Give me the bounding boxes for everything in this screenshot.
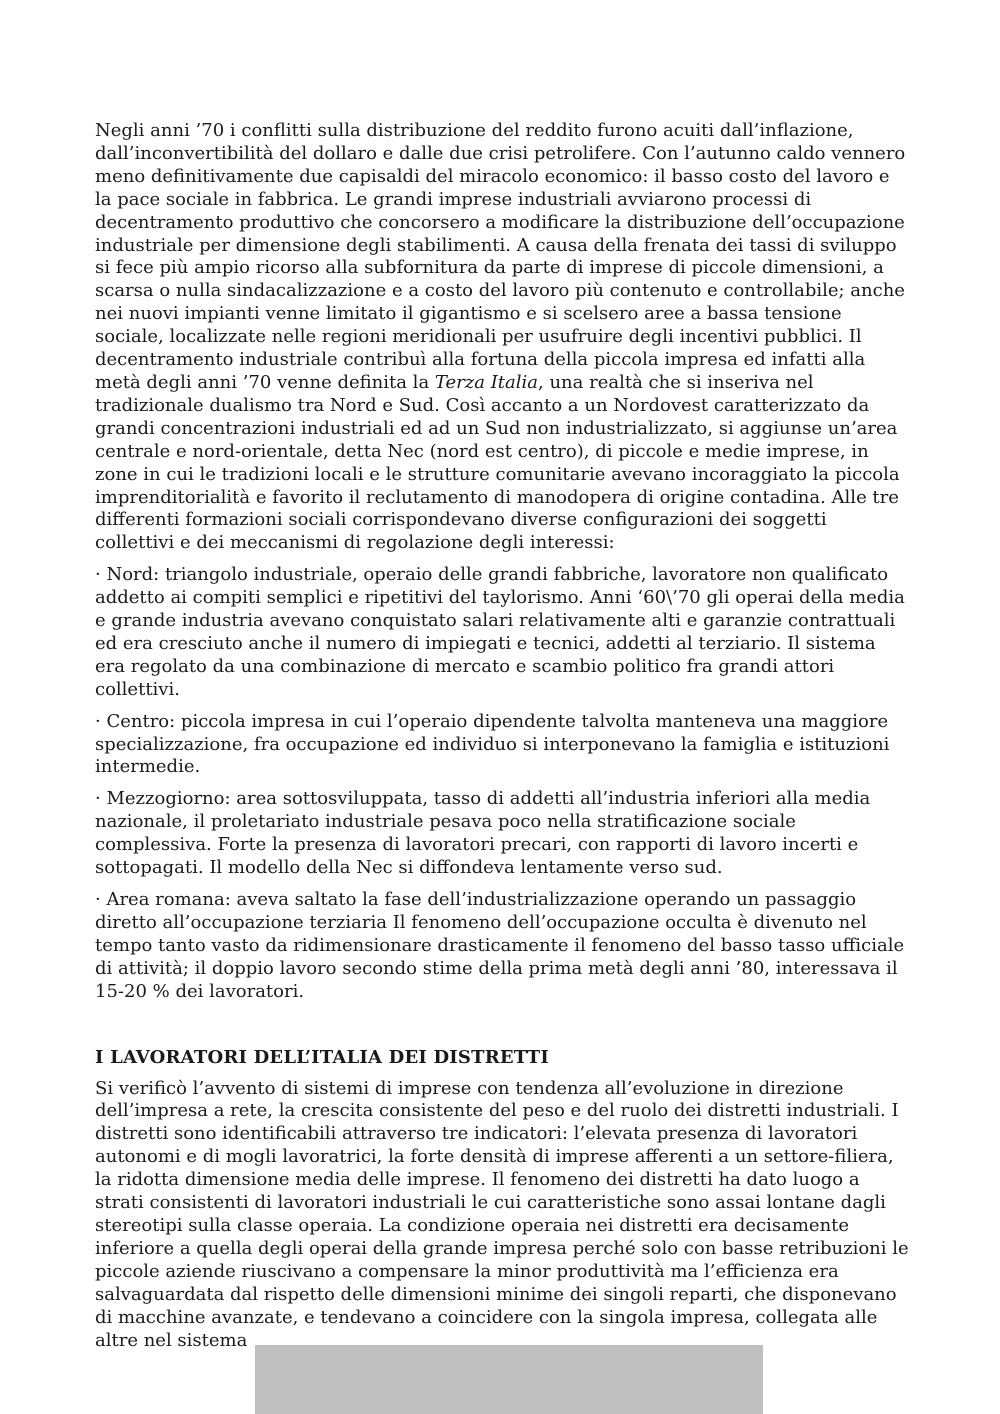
intro-paragraph [95, 120, 910, 555]
distretti-paragraph: Si verificò l’avvento di sistemi di imprese con tendenza all’evoluzione in direzione dell’impresa a rete, la crescita consistente del peso e del ruolo dei distretti industriali. I distretti sono identificabili attraverso tre indicatori: l’elevata presenza di lavoratori autonomi e di mogli lavoratrici, la forte densità di imprese afferenti a un settore-filiera, la ridotta dimensione media delle imprese. Il fenomeno dei distretti ha dato luogo a strati consistenti di lavoratori industriali le cui caratteristiche sono assai lontane dagli stereotipi sulla classe operaia. La condizione operaia nei distretti era decisamente inferiore a quella degli operai della grande impresa perché solo con basse retribuzioni le piccole aziende riuscivano a compensare la minor produttività ma l’efficienza era salvaguardata dal rispetto delle dimensioni minime dei singoli reparti, che disponevano di macchine avanzate, e tendevano a coincidere con la singola impresa, collegata alle altre nel sistema [95, 1077, 909, 1351]
section-heading: I LAVORATORI DELL’ITALIA DEI DISTRETTI [95, 1046, 549, 1068]
document-body [95, 120, 910, 1361]
footer-gray-bar [255, 1345, 763, 1414]
intro-text-part2: , una realtà che si inseriva nel tradizionale dualismo tra Nord e Sud. Così accanto a un Nordovest caratterizzato da grandi concentrazioni industriali ed ad un Sud non industrializzato, si aggiunse un’area centrale e nord-orientale, detta Nec (nord est centro), di piccole e medie imprese, in zone in cui le tradizioni locali e le strutture comunitarie avevano incoraggiato la piccola imprenditorialità e favorito il reclutamento di manodopera di origine contadina. Alle tre differenti formazioni sociali corrispondevano diverse configurazioni dei soggetti collettivi e dei meccanismi di regolazione degli interessi: [95, 371, 900, 554]
bullet-nord: · Nord: triangolo industriale, operaio delle grandi fabbriche, lavoratore non qualificato addetto ai compiti semplici e ripetitivi del taylorismo. Anni ‘60\’70 gli operai della media e grande industria avevano conquistato salari relativamente alti e garanzie contrattuali ed era cresciuto anche il numero di impiegati e tecnici, addetti al terziario. Il sistema era regolato da una combinazione di mercato e scambio politico fra grandi attori collettivi. [95, 564, 905, 700]
bullet-centro: · Centro: piccola impresa in cui l’operaio dipendente talvolta manteneva una maggiore specializzazione, fra occupazione ed individuo si interponevano la famiglia e istituzioni intermedie. [95, 710, 890, 778]
intro-text-part1: Negli anni ’70 i conflitti sulla distribuzione del reddito furono acuiti dall’inflazione, dall’inconvertibilità del dollaro e dalle due crisi petrolifere. Con l’autunno caldo vennero meno definitivamente due capisaldi del miracolo economico: il basso costo del lavoro e la pace sociale in fabbrica. Le grandi imprese industriali avviarono processi di decentramento produttivo che concorsero a modificare la distribuzione dell’occupazione industriale per dimensione degli stabilimenti. A causa della frenata dei tassi di sviluppo si fece più ampio ricorso alla subfornitura da parte di imprese di piccole dimensioni, a scarsa o nulla sindacalizzazione e a costo del lavoro più contenuto e controllabile; anche nei nuovi impianti venne limitato il gigantismo e si scelsero aree a bassa tensione sociale, localizzate nelle regioni meridionali per usufruire degli incentivi pubblici. Il decentramento industriale contribuì alla fortuna della piccola impresa ed infatti alla metà degli anni ’70 venne definita la [95, 120, 906, 393]
bullet-mezzogiorno: · Mezzogiorno: area sottosviluppata, tasso di addetti all’industria inferiori alla media nazionale, il proletariato industriale pesava poco nella stratificazione sociale complessiva. Forte la presenza di lavoratori precari, con rapporti di lavoro incerti e sottopagati. Il modello della Nec si diffondeva lentamente verso sud. [95, 788, 871, 879]
bullet-area-romana: · Area romana: aveva saltato la fase dell’industrializzazione operando un passaggio diretto all’occupazione terziaria Il fenomeno dell’occupazione occulta è divenuto nel tempo tanto vasto da ridimensionare drasticamente il fenomeno del basso tasso ufficiale di attività; il doppio lavoro secondo stime della prima metà degli anni ’80, interessava il 15-20 % dei lavoratori. [95, 889, 905, 1002]
terza-italia-term: Terza Italia [434, 371, 539, 393]
